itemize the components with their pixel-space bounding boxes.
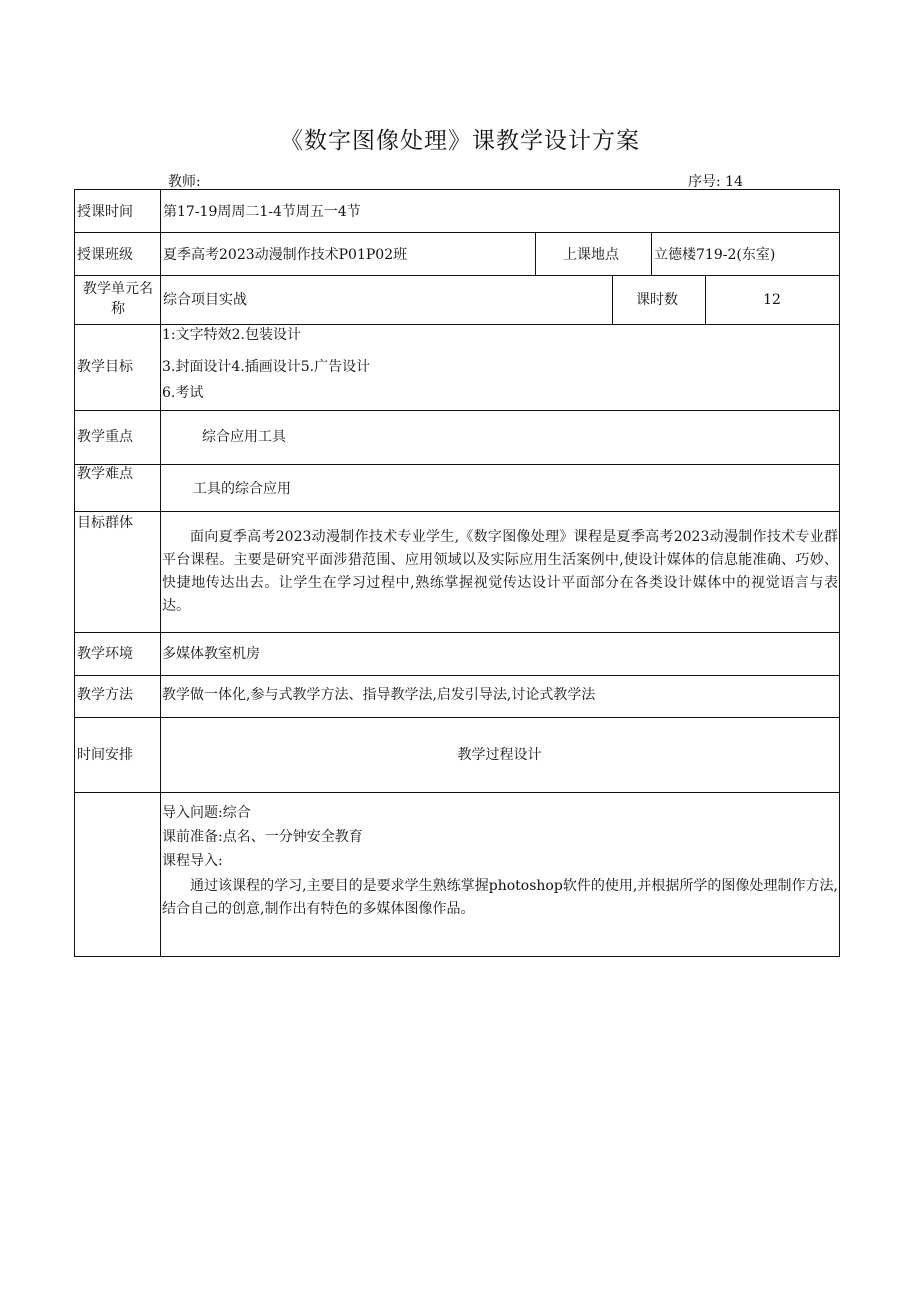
label-target-group: 目标群体 (77, 515, 133, 531)
row-divider (74, 232, 840, 233)
row-divider (74, 410, 840, 411)
table-border-left (74, 189, 75, 956)
row-divider (74, 675, 840, 676)
label-key-points: 教学重点 (77, 429, 133, 445)
value-location: 立德楼719-2(东室) (654, 247, 776, 263)
label-difficulties: 教学难点 (77, 466, 133, 482)
process-intro: 导入问题:综合 (162, 805, 251, 821)
label-methods: 教学方法 (77, 687, 133, 703)
row-divider (74, 717, 840, 718)
goal-line: 1:文字特效2.包装设计 (162, 327, 301, 343)
value-hours: 12 (763, 292, 781, 308)
table-border-right (839, 189, 840, 956)
label-hours: 课时数 (636, 292, 678, 308)
goal-line: 6.考试 (162, 385, 204, 401)
col-divider (612, 275, 613, 324)
label-class: 授课班级 (77, 247, 133, 263)
value-methods: 教学做一体化,参与式教学方法、指导教学法,启发引导法,讨论式教学法 (162, 687, 596, 703)
value-environment: 多媒体教室机房 (162, 646, 260, 662)
col-divider (535, 232, 536, 275)
label-time: 授课时间 (77, 204, 133, 220)
value-time: 第17-19周周二1-4节周五一4节 (163, 204, 361, 220)
label-environment: 教学环境 (77, 646, 133, 662)
page-title: 《数字图像处理》课教学设计方案 (280, 128, 640, 154)
label-location: 上课地点 (563, 247, 619, 263)
goal-line: 3.封面设计4.插画设计5.广告设计 (162, 359, 371, 375)
row-divider (74, 275, 840, 276)
table-border-top (74, 189, 840, 190)
row-divider (74, 792, 840, 793)
serial-number: 序号: 14 (688, 174, 743, 190)
value-schedule: 教学过程设计 (457, 747, 542, 763)
label-unit: 教学单元名称 (83, 281, 153, 317)
value-unit: 综合项目实战 (163, 292, 247, 308)
process-prep: 课前准备:点名、一分钟安全教育 (162, 829, 363, 845)
col-divider (651, 232, 652, 275)
value-difficulties: 工具的综合应用 (193, 481, 291, 497)
table-border-bottom (74, 956, 840, 957)
value-key-points: 综合应用工具 (202, 429, 286, 445)
value-target-group: 面向夏季高考2023动漫制作技术专业学生,《数字图像处理》课程是夏季高考2023动漫制作技术专业群平台课程。主要是研究平面涉猎范围、应用领域以及实际应用生活案例中,使设计媒体的信息能准确、巧妙、快捷地传达出去。让学生在学习过程中,熟练掌握视觉传达设计平面部分在各类设计媒体中的视觉语言与表达。 (162, 529, 838, 614)
process-lead-in: 课程导入: (162, 853, 223, 869)
row-divider (74, 464, 840, 465)
label-column-divider (160, 189, 161, 956)
value-class: 夏季高考2023动漫制作技术P01P02班 (163, 247, 408, 263)
label-goals: 教学目标 (77, 359, 133, 375)
teacher-label: 教师: (168, 174, 201, 190)
process-body: 通过该课程的学习,主要目的是要求学生熟练掌握photoshop软件的使用,并根据所学的图像处理制作方法,结合自己的创意,制作出有特色的多媒体图像作品。 (162, 878, 838, 917)
label-schedule: 时间安排 (77, 747, 133, 763)
row-divider (74, 632, 840, 633)
row-divider (74, 511, 840, 512)
